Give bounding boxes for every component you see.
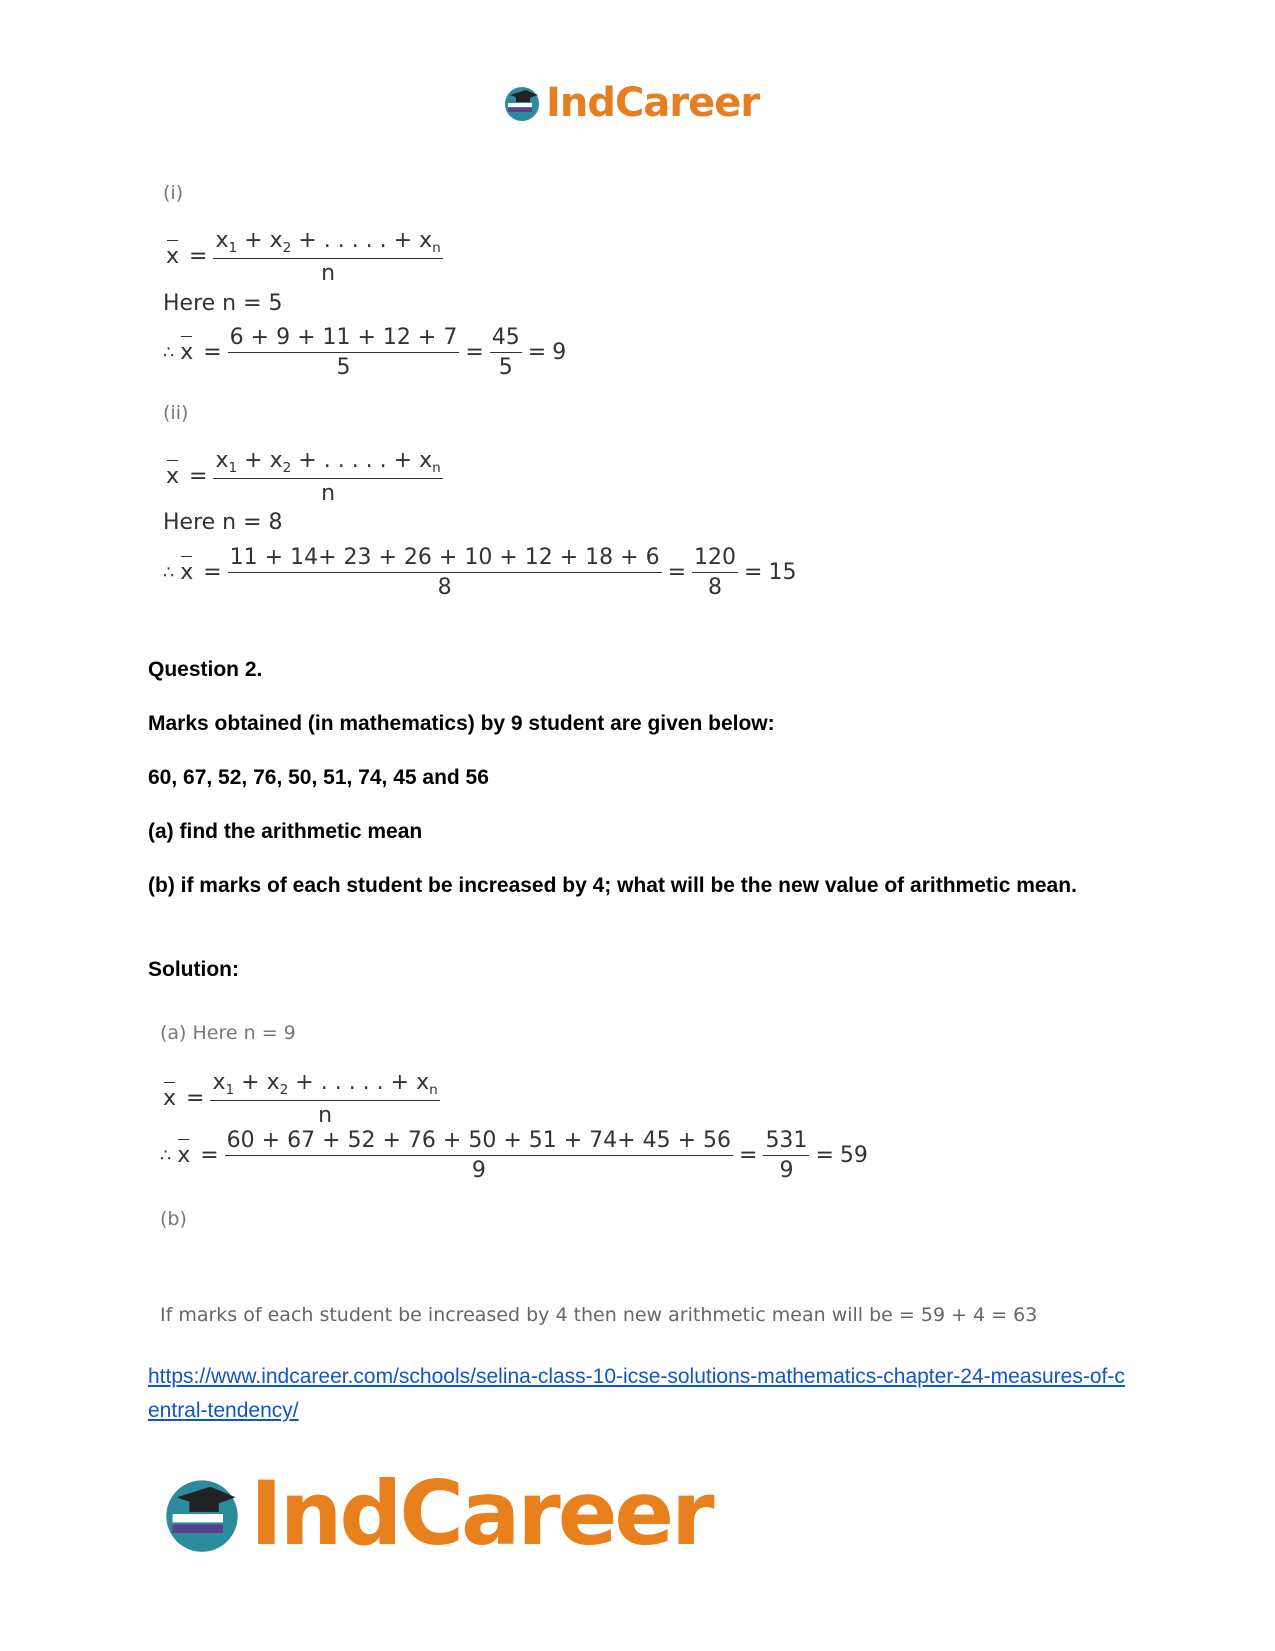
n-line-i: Here n = 5 bbox=[163, 291, 283, 316]
part-i-label: (i) bbox=[163, 182, 184, 204]
calc-ii-result: 15 bbox=[768, 560, 797, 585]
calc-sol-num: 60 + 67 + 52 + 76 + 50 + 51 + 74+ 45 + 56 bbox=[225, 1128, 733, 1156]
calc-sol-mid-num: 531 bbox=[763, 1128, 809, 1156]
calc-i-num: 6 + 9 + 11 + 12 + 7 bbox=[228, 325, 460, 353]
graduation-cap-book-globe-icon bbox=[160, 1472, 244, 1556]
calc-ii-mid-den: 8 bbox=[708, 575, 723, 600]
mean-formula-i: x = $\frac{x_1 + x_2 + . . . . . + x_n}{n}$ bbox=[166, 228, 441, 286]
calc-i-mid-den: 5 bbox=[498, 355, 513, 380]
question-text: Marks obtained (in mathematics) by 9 student are given below: bbox=[148, 712, 775, 735]
part-ii-label: (ii) bbox=[163, 402, 189, 424]
logo-wordmark-large: IndCareer bbox=[250, 1462, 712, 1565]
calc-ii-mid-num: 120 bbox=[692, 545, 738, 573]
calc-sol-mid-den: 9 bbox=[779, 1158, 794, 1183]
calc-i-result: 9 bbox=[552, 340, 567, 365]
n-line-ii: Here n = 8 bbox=[163, 510, 283, 535]
solution-b-label: (b) bbox=[160, 1208, 187, 1230]
solution-b-text: If marks of each student be increased by 4 then new arithmetic mean will be = 59 + 4 = 63 bbox=[160, 1304, 1038, 1326]
solution-a-label: (a) Here n = 9 bbox=[160, 1022, 296, 1044]
question-part-a: (a) find the arithmetic mean bbox=[148, 820, 423, 843]
calc-ii-num: 11 + 14+ 23 + 26 + 10 + 12 + 18 + 6 bbox=[228, 545, 662, 573]
mean-formula-ii: x = $\frac{x_1 + x_2 + . . . . . + x_n}{n}$ bbox=[166, 448, 441, 506]
calc-sol: ∴ x = $\frac{60 + 67 + 52 + 76 + 50 + 51 + 74+ 45 + 56}{9}$ = $\frac{531}{9}$ = 59 bbox=[160, 1128, 868, 1183]
solution-heading: Solution: bbox=[148, 958, 239, 981]
mean-formula-sol: x = $\frac{x_1 + x_2 + . . . . . + x_n}{n}$ bbox=[163, 1070, 438, 1128]
question-title: Question 2. bbox=[148, 658, 263, 681]
graduation-cap-book-globe-icon bbox=[502, 83, 542, 123]
calc-ii-den: 8 bbox=[437, 575, 452, 600]
calc-i-mid-num: 45 bbox=[490, 325, 522, 353]
logo-wordmark: IndCareer bbox=[546, 80, 760, 126]
calc-i: ∴ x = $\frac{6 + 9 + 11 + 12 + 7}{5}$ = $\frac{45}{5}$ = 9 bbox=[163, 325, 567, 380]
calc-i-den: 5 bbox=[336, 355, 351, 380]
source-link[interactable]: https://www.indcareer.com/schools/selina-class-10-icse-solutions-mathematics-chapter-24-measures-of-central-tendency/ bbox=[148, 1365, 1125, 1422]
question-values: 60, 67, 52, 76, 50, 51, 74, 45 and 56 bbox=[148, 766, 489, 789]
calc-ii: ∴ x = $\frac{11 + 14+ 23 + 26 + 10 + 12 + 18 + 6}{8}$ = $\frac{120}{8}$ = 15 bbox=[163, 545, 797, 600]
indcareer-logo bbox=[502, 80, 759, 126]
indcareer-logo-large bbox=[160, 1462, 712, 1565]
calc-sol-result: 59 bbox=[839, 1143, 868, 1168]
question-part-b: (b) if marks of each student be increased by 4; what will be the new value of arithmetic mean. bbox=[148, 874, 1077, 897]
calc-sol-den: 9 bbox=[471, 1158, 486, 1183]
